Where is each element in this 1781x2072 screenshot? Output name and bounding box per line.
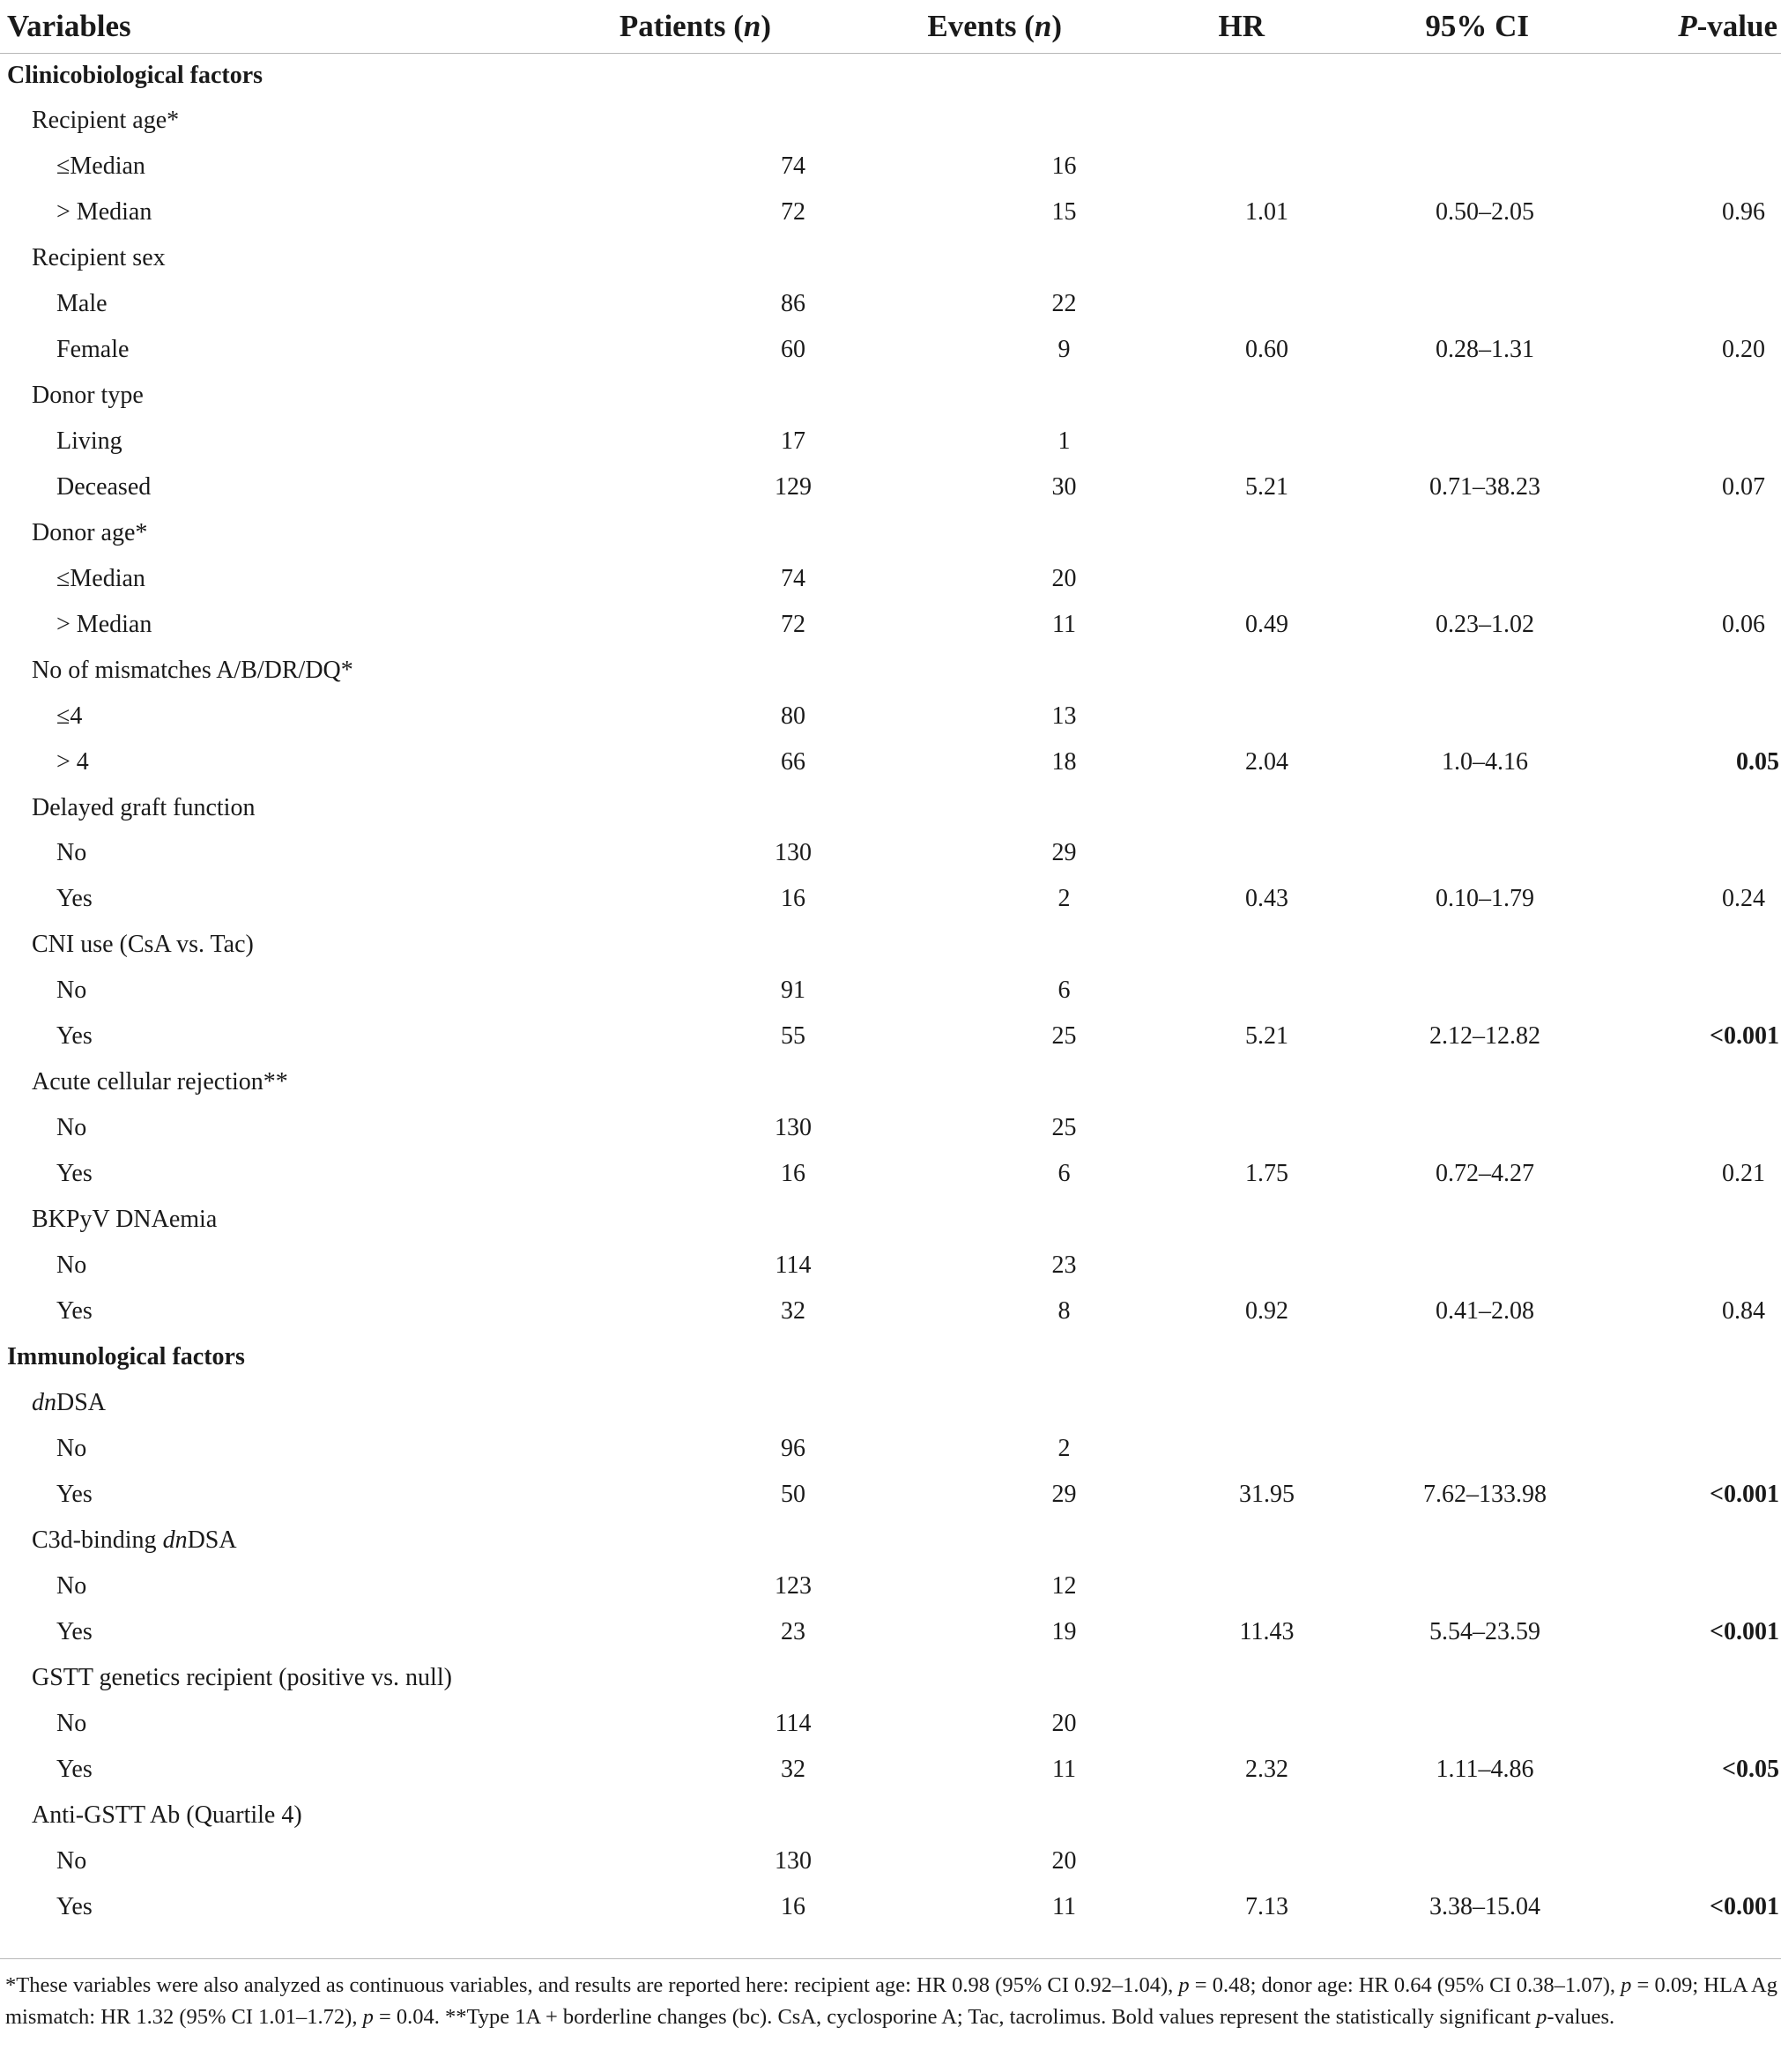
variable-label: CNI use (CsA vs. Tac) [32, 931, 254, 959]
ci-cell [1335, 281, 1591, 327]
table-row [0, 556, 1781, 602]
patients-cell: 16 [781, 885, 805, 913]
p-value-cell [1591, 968, 1781, 1014]
header-variables: Variables [0, 0, 542, 54]
p-value-cell: 0.21 [1722, 1160, 1765, 1188]
level-label: Yes [56, 1892, 93, 1920]
p-value-cell: 0.24 [1722, 885, 1765, 913]
ci-cell [1335, 968, 1591, 1014]
events-cell: 23 [1051, 1251, 1077, 1280]
events-cell: 29 [1051, 1481, 1077, 1509]
variable-label: GSTT genetics recipient (positive vs. null) [32, 1663, 452, 1691]
table-row [0, 831, 1781, 877]
table-row [0, 739, 1781, 785]
patients-cell: 72 [781, 610, 805, 638]
hr-cell [1132, 1563, 1335, 1609]
hr-cell: 5.21 [1245, 472, 1288, 501]
variable-label: Recipient age* [32, 106, 180, 134]
level-label: No [56, 977, 87, 1005]
events-cell: 25 [1051, 1114, 1077, 1142]
level-label: Yes [56, 1481, 93, 1509]
table-row [0, 1838, 1781, 1884]
hr-cell: 0.60 [1245, 335, 1288, 363]
events-cell: 18 [1051, 747, 1077, 776]
variable-row [0, 1059, 1781, 1105]
events-cell: 8 [1057, 1297, 1071, 1326]
ci-cell: 0.10–1.79 [1436, 885, 1534, 913]
variable-label: Anti-GSTT Ab (Quartile 4) [32, 1801, 302, 1829]
section-title: Clinicobiological factors [7, 62, 263, 89]
p-value-cell: <0.05 [1722, 1755, 1779, 1783]
level-label: ≤Median [56, 152, 145, 180]
events-cell: 11 [1052, 1892, 1076, 1920]
patients-cell: 16 [781, 1160, 805, 1188]
table-row [0, 327, 1781, 373]
p-value-cell [1591, 144, 1781, 189]
level-label: Female [56, 335, 130, 363]
table-row [0, 1105, 1781, 1151]
table-header [0, 0, 1781, 54]
events-cell: 20 [1051, 1846, 1077, 1875]
table-row [0, 1289, 1781, 1334]
ci-cell [1335, 419, 1591, 464]
p-value-cell: 0.96 [1722, 197, 1765, 226]
section-title: Immunological factors [7, 1343, 245, 1371]
patients-cell: 114 [775, 1709, 812, 1737]
variable-row [0, 98, 1781, 144]
hr-cell: 5.21 [1245, 1022, 1288, 1051]
variable-row [0, 373, 1781, 419]
level-label: No [56, 1709, 87, 1737]
variable-row [0, 1518, 1781, 1563]
variable-row [0, 922, 1781, 968]
variable-label: Donor age* [32, 518, 148, 546]
events-cell: 16 [1051, 152, 1077, 180]
ci-cell [1335, 144, 1591, 189]
events-cell: 20 [1051, 564, 1077, 592]
ci-cell: 0.23–1.02 [1436, 610, 1534, 638]
p-value-cell [1591, 831, 1781, 877]
p-value-cell: 0.05 [1736, 747, 1779, 776]
patients-cell: 96 [781, 1435, 805, 1463]
ci-cell: 0.41–2.08 [1436, 1297, 1534, 1326]
table-row [0, 1151, 1781, 1197]
hr-cell [1132, 281, 1335, 327]
header-patients: Patients (n) [542, 0, 842, 54]
ci-cell [1335, 556, 1591, 602]
table-row [0, 1747, 1781, 1793]
patients-cell: 16 [781, 1892, 805, 1920]
level-label: No [56, 1435, 87, 1463]
ci-cell: 0.50–2.05 [1436, 197, 1534, 226]
level-label: Yes [56, 1755, 93, 1783]
header-hr: HR [1132, 0, 1335, 54]
table-row [0, 464, 1781, 510]
patients-cell: 91 [781, 977, 805, 1005]
ci-cell [1335, 1426, 1591, 1472]
p-value-cell [1591, 1838, 1781, 1884]
level-label: Yes [56, 1617, 93, 1645]
table-footnote: *These variables were also analyzed as continuous variables, and results are reported here: recipient age: HR 0.98 (95% CI 0.92–1.04), p = 0.48; donor age: HR 0.64 (95% CI 0.38–1.07), p = 0.09; HLA Ag mismatch: HR 1.32 (95% CI 1.01–1.72), p = 0.04. **Type 1A + borderline changes (bc). CsA, cyclosporine A; Tac, tacrolimus. Bold values represent the statistically significant p-values. [0, 1958, 1781, 2033]
table-row [0, 1884, 1781, 1930]
hr-cell: 0.49 [1245, 610, 1288, 638]
hr-cell [1132, 1243, 1335, 1289]
events-cell: 1 [1057, 427, 1071, 455]
level-label: No [56, 839, 87, 867]
level-label: Yes [56, 1022, 93, 1051]
variable-row [0, 1197, 1781, 1243]
variable-row [0, 1380, 1781, 1426]
table-row [0, 1243, 1781, 1289]
p-value-cell: <0.001 [1710, 1481, 1779, 1509]
variable-label: Acute cellular rejection** [32, 1068, 288, 1096]
patients-cell: 32 [781, 1297, 805, 1326]
patients-cell: 55 [781, 1022, 805, 1051]
events-cell: 13 [1051, 702, 1077, 730]
hr-cell [1132, 1701, 1335, 1747]
p-value-cell [1591, 1701, 1781, 1747]
hr-cell: 2.32 [1245, 1755, 1288, 1783]
ci-cell [1335, 1105, 1591, 1151]
header-p-value: P-value [1591, 0, 1781, 54]
events-cell: 25 [1051, 1022, 1077, 1051]
p-value-cell: 0.20 [1722, 335, 1765, 363]
events-cell: 22 [1051, 289, 1077, 317]
level-label: Living [56, 427, 122, 455]
events-cell: 2 [1057, 885, 1071, 913]
patients-cell: 86 [781, 289, 805, 317]
p-value-cell [1591, 1243, 1781, 1289]
events-cell: 2 [1057, 1435, 1071, 1463]
patients-cell: 23 [781, 1617, 805, 1645]
hr-cell: 0.92 [1245, 1297, 1288, 1326]
ci-cell [1335, 1701, 1591, 1747]
level-label: > Median [56, 610, 152, 638]
hr-cell [1132, 1105, 1335, 1151]
header-events: Events (n) [842, 0, 1132, 54]
hr-cell [1132, 968, 1335, 1014]
patients-cell: 130 [775, 839, 812, 867]
level-label: > Median [56, 197, 152, 226]
ci-cell [1335, 1563, 1591, 1609]
p-value-cell [1591, 1426, 1781, 1472]
hr-cell: 2.04 [1245, 747, 1288, 776]
ci-cell: 5.54–23.59 [1429, 1617, 1540, 1645]
level-label: ≤Median [56, 564, 145, 592]
patients-cell: 74 [781, 564, 805, 592]
hr-cell [1132, 144, 1335, 189]
level-label: Yes [56, 1297, 93, 1326]
variable-row [0, 1655, 1781, 1701]
table-row [0, 968, 1781, 1014]
level-label: No [56, 1114, 87, 1142]
level-label: ≤4 [56, 702, 83, 730]
variable-row [0, 648, 1781, 694]
ci-cell [1335, 831, 1591, 877]
patients-cell: 130 [775, 1846, 812, 1875]
patients-cell: 123 [775, 1571, 812, 1600]
patients-cell: 130 [775, 1114, 812, 1142]
events-cell: 20 [1051, 1709, 1077, 1737]
patients-cell: 60 [781, 335, 805, 363]
table-row [0, 876, 1781, 922]
variable-row [0, 1793, 1781, 1838]
p-value-cell [1591, 1563, 1781, 1609]
p-value-cell: <0.001 [1710, 1892, 1779, 1920]
level-label: Yes [56, 885, 93, 913]
header-ci: 95% CI [1335, 0, 1591, 54]
events-cell: 6 [1057, 977, 1071, 1005]
level-label: > 4 [56, 747, 89, 776]
hr-cell [1132, 1426, 1335, 1472]
ci-cell: 0.71–38.23 [1429, 472, 1540, 501]
p-value-cell: 0.07 [1722, 472, 1765, 501]
hr-cell: 0.43 [1245, 885, 1288, 913]
ci-cell: 0.72–4.27 [1436, 1160, 1534, 1188]
events-cell: 6 [1057, 1160, 1071, 1188]
level-label: Male [56, 289, 108, 317]
table-row [0, 1426, 1781, 1472]
variable-label: Recipient sex [32, 243, 166, 271]
section-header-row [0, 54, 1781, 99]
table-row [0, 281, 1781, 327]
variable-label: BKPyV DNAemia [32, 1206, 218, 1234]
table-row [0, 189, 1781, 235]
ci-cell [1335, 694, 1591, 739]
patients-cell: 114 [775, 1251, 812, 1280]
table-row [0, 602, 1781, 648]
p-value-cell [1591, 281, 1781, 327]
table-row [0, 1563, 1781, 1609]
events-cell: 9 [1057, 335, 1071, 363]
table-row [0, 1701, 1781, 1747]
events-cell: 30 [1051, 472, 1077, 501]
variable-row [0, 235, 1781, 281]
p-value-cell: 0.84 [1722, 1297, 1765, 1326]
patients-cell: 80 [781, 702, 805, 730]
events-cell: 11 [1052, 610, 1076, 638]
level-label: Yes [56, 1160, 93, 1188]
p-value-cell [1591, 556, 1781, 602]
hr-cell [1132, 556, 1335, 602]
p-value-cell [1591, 694, 1781, 739]
patients-cell: 66 [781, 747, 805, 776]
events-cell: 15 [1051, 197, 1077, 226]
ci-cell: 0.28–1.31 [1436, 335, 1534, 363]
hr-cell: 1.75 [1245, 1160, 1288, 1188]
table-row [0, 694, 1781, 739]
p-value-cell [1591, 1105, 1781, 1151]
ci-cell: 3.38–15.04 [1429, 1892, 1540, 1920]
variable-label: dnDSA [32, 1389, 107, 1417]
table-row [0, 1472, 1781, 1518]
level-label: Deceased [56, 472, 152, 501]
section-header-row [0, 1334, 1781, 1380]
events-cell: 19 [1051, 1617, 1077, 1645]
ci-cell [1335, 1243, 1591, 1289]
events-cell: 29 [1051, 839, 1077, 867]
ci-cell: 2.12–12.82 [1429, 1022, 1540, 1051]
p-value-cell [1591, 419, 1781, 464]
hr-cell: 7.13 [1245, 1892, 1288, 1920]
level-label: No [56, 1846, 87, 1875]
ci-cell: 1.0–4.16 [1442, 747, 1528, 776]
patients-cell: 17 [781, 427, 805, 455]
p-value-cell: <0.001 [1710, 1617, 1779, 1645]
level-label: No [56, 1251, 87, 1280]
table-row [0, 419, 1781, 464]
variable-label: No of mismatches A/B/DR/DQ* [32, 656, 353, 684]
ci-cell: 1.11–4.86 [1436, 1755, 1534, 1783]
variable-label: Delayed graft function [32, 793, 256, 821]
hr-cell: 11.43 [1239, 1617, 1295, 1645]
hr-cell [1132, 1838, 1335, 1884]
table-row [0, 1014, 1781, 1059]
table-row [0, 1609, 1781, 1655]
ci-cell: 7.62–133.98 [1423, 1481, 1547, 1509]
ci-cell [1335, 1838, 1591, 1884]
level-label: No [56, 1571, 87, 1600]
variable-label: C3d-binding dnDSA [32, 1526, 237, 1555]
variable-label: Donor type [32, 381, 144, 409]
hr-cell: 1.01 [1245, 197, 1288, 226]
hr-cell [1132, 419, 1335, 464]
hr-cell: 31.95 [1239, 1481, 1295, 1509]
patients-cell: 72 [781, 197, 805, 226]
variable-row [0, 785, 1781, 831]
patients-cell: 32 [781, 1755, 805, 1783]
patients-cell: 129 [775, 472, 812, 501]
events-cell: 12 [1051, 1571, 1077, 1600]
hr-cell [1132, 831, 1335, 877]
p-value-cell: <0.001 [1710, 1022, 1779, 1051]
patients-cell: 74 [781, 152, 805, 180]
table-body [0, 54, 1781, 1930]
p-value-cell: 0.06 [1722, 610, 1765, 638]
patients-cell: 50 [781, 1481, 805, 1509]
hr-cell [1132, 694, 1335, 739]
variable-row [0, 510, 1781, 556]
events-cell: 11 [1052, 1755, 1076, 1783]
table-row [0, 144, 1781, 189]
